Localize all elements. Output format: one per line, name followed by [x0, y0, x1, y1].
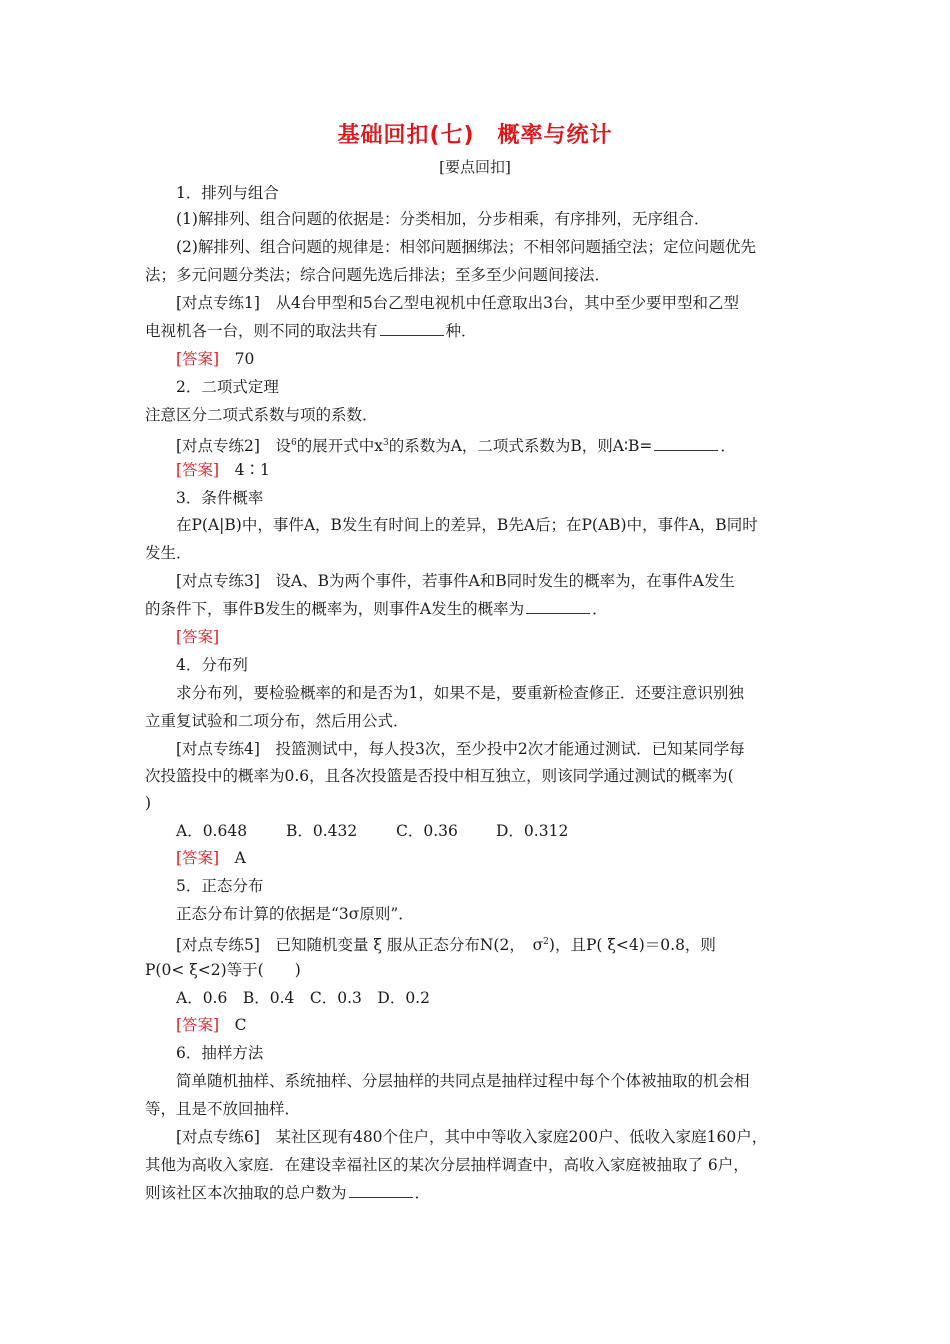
answer-value: C [234, 1016, 247, 1034]
exercise-question: [对点专练1] 从4台甲型和5台乙型电视机中任意取出3台，其中至少要甲型和乙型 [176, 294, 740, 312]
exponent: 6 [290, 438, 297, 448]
exponent: 2 [543, 937, 549, 947]
options-line: A．0.6 B．0.4 C．0.3 D．0.2 [176, 989, 430, 1007]
answer-line [176, 348, 254, 370]
answer-blank [380, 321, 444, 336]
exercise-question [176, 931, 716, 956]
answer-value: 4∶1 [234, 461, 270, 479]
option-b: B．0.432 [286, 822, 358, 840]
question-text: ． [592, 600, 608, 618]
question-text: 电视机各一台，则不同的取法共有 [145, 322, 378, 340]
exercise-question: ) [145, 794, 152, 812]
answer-value: A [234, 849, 246, 867]
answer-label: [答案] [176, 849, 220, 867]
exercise-question [145, 598, 608, 620]
exercise-question: 其他为高收入家庭．在建设幸福社区的某次分层抽样调查中，高收入家庭被抽取了 6户， [145, 1156, 749, 1174]
question-text: 的展开式中x [296, 437, 383, 456]
paragraph: 发生． [145, 544, 192, 562]
question-text: )，且P( ξ<4)＝0.8，则 [548, 936, 716, 955]
heading-distribution: 4．分布列 [176, 656, 248, 674]
exercise-question: [对点专练3] 设A、B为两个事件，若事件A和B同时发生的概率为，在事件A发生 [176, 572, 735, 590]
answer-value: 70 [234, 350, 255, 368]
option-d: D．0.312 [496, 822, 569, 840]
question-text: 的系数为A，二项式系数为B，则A∶B= [388, 437, 653, 456]
exercise-question: [对点专练4] 投篮测试中，每人投3次，至少投中2次才能通过测试．已知某同学每 [176, 740, 745, 758]
paragraph: 注意区分二项式系数与项的系数． [145, 406, 378, 424]
heading-conditional-probability: 3．条件概率 [176, 489, 264, 507]
exercise-question: [对点专练6] 某社区现有480个住户，其中中等收入家庭200户、低收入家庭160户， [176, 1128, 768, 1146]
answer-line [176, 459, 270, 481]
exercise-question [145, 1182, 430, 1204]
question-text: [对点专练5] 已知随机变量 ξ 服从正态分布N(2， σ [176, 936, 544, 955]
question-text: 则该社区本次抽取的总户数为 [145, 1184, 347, 1202]
answer-label: [答案] [176, 628, 220, 646]
question-text: 的条件下，事件B发生的概率为，则事件A发生的概率为 [145, 600, 525, 618]
answer-line [176, 847, 246, 869]
heading-binomial: 2．二项式定理 [176, 378, 279, 396]
options-line [176, 820, 568, 842]
answer-line [176, 626, 219, 648]
exercise-question: P(0< ξ<2)等于( ) [145, 961, 301, 979]
section-subtitle: [要点回扣] [439, 158, 511, 176]
question-text: ． [414, 1184, 431, 1202]
answer-label: [答案] [176, 1016, 220, 1034]
paragraph: 求分布列，要检验概率的和是否为1，如果不是，要重新检查修正．还要注意识别独 [176, 684, 744, 702]
heading-sampling: 6．抽样方法 [176, 1044, 264, 1062]
paragraph: 等，且是不放回抽样． [145, 1100, 301, 1118]
paragraph: 法；多元问题分类法；综合问题先选后排法；至多至少问题间接法． [145, 266, 611, 284]
paragraph: (1)解排列、组合问题的依据是：分类相加，分步相乘，有序排列，无序组合． [176, 210, 710, 228]
answer-label: [答案] [176, 461, 220, 479]
paragraph: (2)解排列、组合问题的规律是：相邻问题捆绑法；不相邻问题插空法；定位问题优先 [176, 238, 756, 256]
exercise-question [176, 432, 736, 457]
paragraph: 正态分布计算的依据是“3σ原则”． [176, 905, 414, 923]
answer-blank [349, 1183, 413, 1198]
answer-line [176, 1014, 247, 1036]
heading-permutation: 1．排列与组合 [176, 184, 279, 202]
exponent: 3 [382, 438, 389, 448]
question-text: [对点专练2] 设 [176, 437, 291, 456]
option-a: A．0.648 [176, 822, 248, 840]
option-c: C．0.36 [396, 822, 458, 840]
question-text: ． [720, 437, 736, 456]
heading-normal-distribution: 5．正态分布 [176, 877, 264, 895]
exercise-question [145, 320, 477, 342]
exercise-question: 次投篮投中的概率为0.6，且各次投篮是否投中相互独立，则该同学通过测试的概率为( [145, 767, 734, 785]
paragraph: 简单随机抽样、系统抽样、分层抽样的共同点是抽样过程中每个个体被抽取的机会相 [176, 1072, 750, 1090]
page-title: 基础回扣(七) 概率与统计 [337, 123, 613, 148]
answer-blank [654, 436, 718, 451]
answer-label: [答案] [176, 350, 220, 368]
question-text: 种． [445, 322, 477, 340]
answer-blank [526, 599, 590, 614]
paragraph: 在P(A|B)中，事件A，B发生有时间上的差异，B先A后；在P(AB)中，事件A，B同时 [176, 516, 758, 534]
paragraph: 立重复试验和二项分布，然后用公式． [145, 712, 409, 730]
